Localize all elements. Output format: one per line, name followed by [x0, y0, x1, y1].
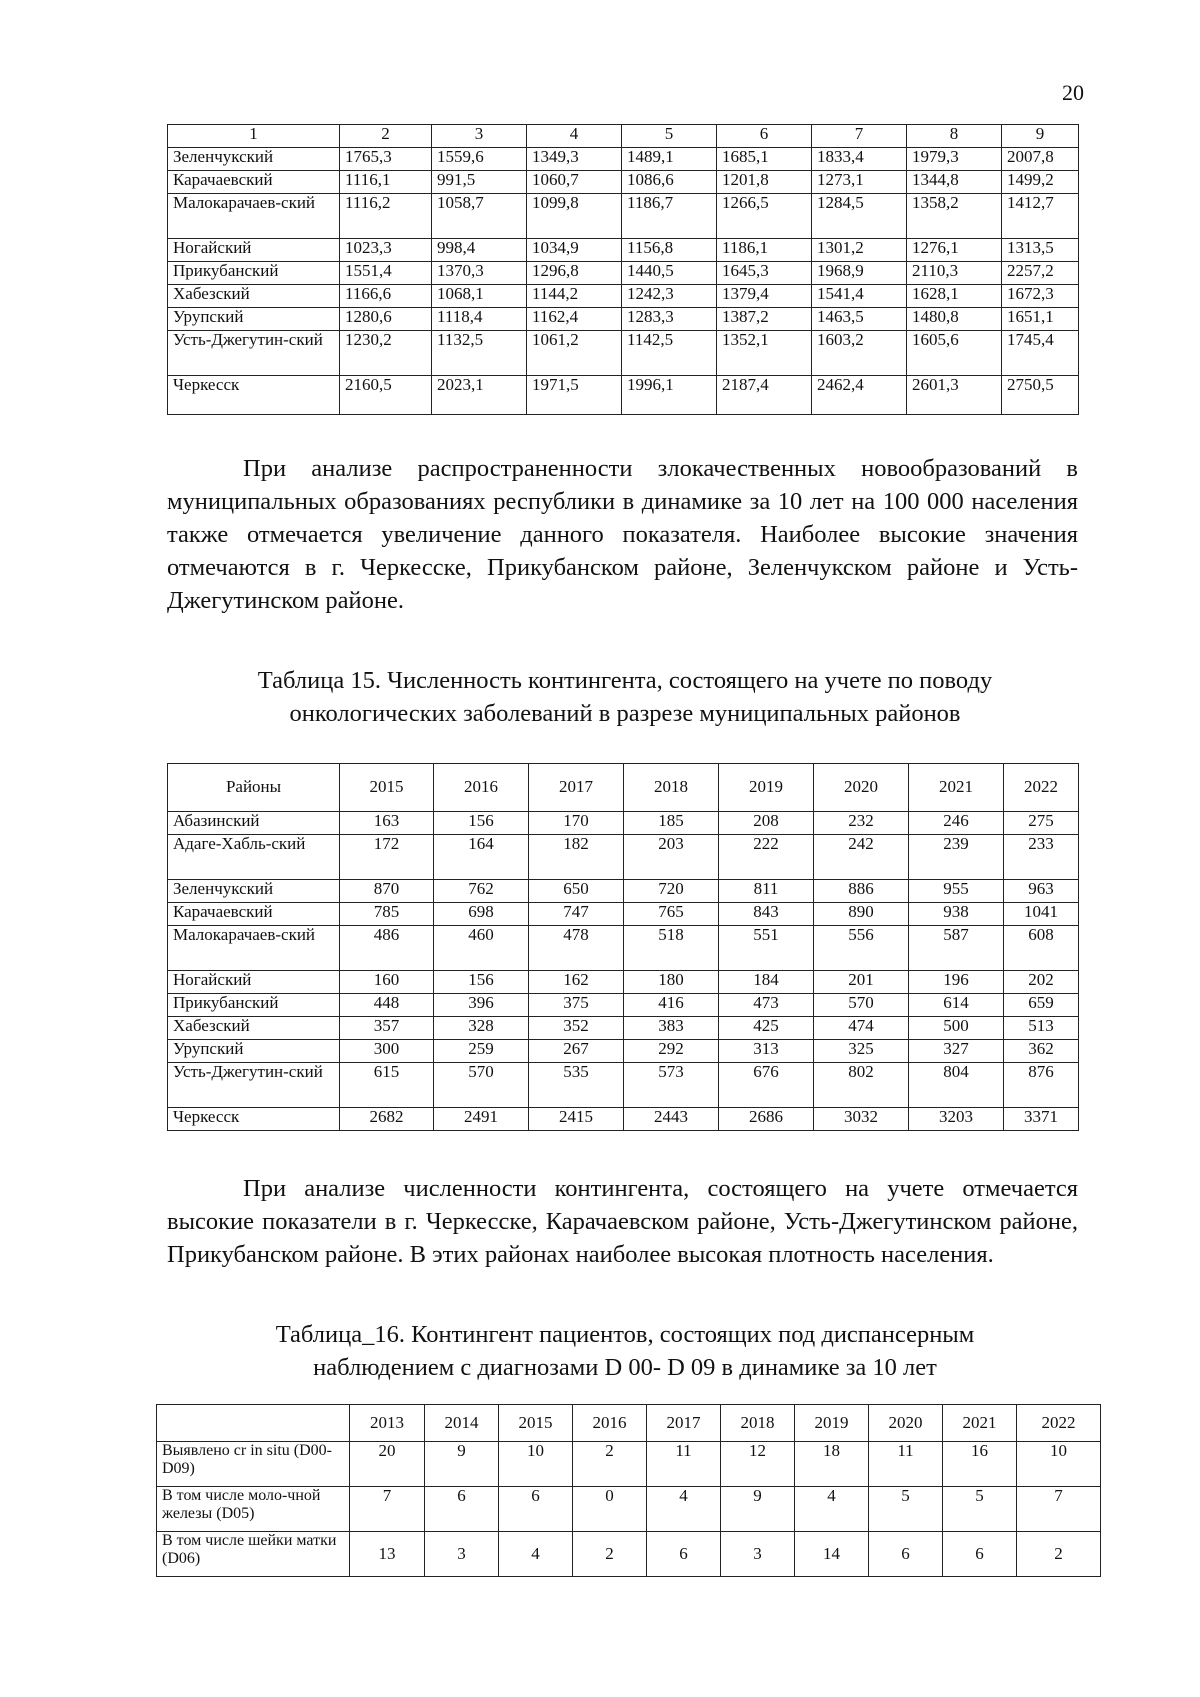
table-cell: 2462,4 [812, 376, 907, 415]
table-cell: 4 [499, 1532, 573, 1577]
table-cell: 163 [340, 812, 434, 835]
table16-caption-line2: наблюдением с диагнозами D 00- D 09 в динамике за 10 лет [313, 1354, 937, 1381]
table-cell: 765 [624, 903, 719, 926]
table-cell: 1023,3 [340, 239, 432, 262]
table-cell: 232 [814, 812, 909, 835]
table-cell: 300 [340, 1040, 434, 1063]
table-cell: 208 [719, 812, 814, 835]
table-cell: 4 [647, 1487, 721, 1532]
table-cell: 170 [529, 812, 624, 835]
table-cell: 1979,3 [907, 148, 1002, 171]
district-name: Хабезский [168, 1017, 340, 1040]
table-cell: 275 [1004, 812, 1079, 835]
table-cell: 6 [943, 1532, 1017, 1577]
table-header-row [168, 125, 1079, 148]
table-cell: 6 [869, 1532, 943, 1577]
column-header: 4 [527, 125, 622, 148]
table-header-row [168, 764, 1079, 812]
table-cell: 2187,4 [717, 376, 812, 415]
row-label: В том числе моло-чной железы (D05) [157, 1487, 350, 1532]
table-cell: 1242,3 [622, 285, 717, 308]
column-header: 2018 [721, 1405, 795, 1442]
district-name: Хабезский [168, 285, 340, 308]
table-cell: 1266,5 [717, 194, 812, 239]
table-cell: 2601,3 [907, 376, 1002, 415]
table-cell: 1162,4 [527, 308, 622, 331]
table-cell: 486 [340, 926, 434, 971]
table-cell: 1463,5 [812, 308, 907, 331]
table-cell: 551 [719, 926, 814, 971]
column-header: 7 [812, 125, 907, 148]
table-cell: 556 [814, 926, 909, 971]
table-cell: 1352,1 [717, 331, 812, 376]
table-cell: 292 [624, 1040, 719, 1063]
table-row [168, 1040, 1079, 1063]
table-cell: 890 [814, 903, 909, 926]
table-cell: 1651,1 [1002, 308, 1079, 331]
table-row [168, 971, 1079, 994]
table-cell: 1284,5 [812, 194, 907, 239]
district-name: Усть-Джегутин-ский [168, 1063, 340, 1108]
table-row [168, 308, 1079, 331]
table-cell: 7 [1017, 1487, 1101, 1532]
table-cell: 955 [909, 880, 1004, 903]
table-cell: 478 [529, 926, 624, 971]
table-cell: 4 [795, 1487, 869, 1532]
table-cell: 11 [647, 1442, 721, 1487]
table-cell: 2443 [624, 1108, 719, 1131]
table-row [168, 1017, 1079, 1040]
table-cell: 182 [529, 835, 624, 880]
paragraph-contingent-analysis: При анализе численности контингента, состоящего на учете отмечается высокие показатели в г. Черкесске, Карачаевском районе, Усть-Джегутинском районе, Прикубанском районе. В этих районах наиболее высокая плотность населения. [167, 1175, 1078, 1268]
table-cell: 2686 [719, 1108, 814, 1131]
district-name: Черкесск [168, 376, 340, 415]
table-cell: 473 [719, 994, 814, 1017]
table-cell: 20 [350, 1442, 425, 1487]
table-cell: 352 [529, 1017, 624, 1040]
table-cell: 3032 [814, 1108, 909, 1131]
table-cell: 1058,7 [432, 194, 527, 239]
table-row [168, 835, 1079, 880]
table-cell: 1116,2 [340, 194, 432, 239]
table-row [168, 285, 1079, 308]
table-row [157, 1487, 1101, 1532]
table-cell: 5 [943, 1487, 1017, 1532]
table-cell: 10 [499, 1442, 573, 1487]
column-header: 3 [432, 125, 527, 148]
district-name: Зеленчукский [168, 880, 340, 903]
column-header: 2016 [434, 764, 529, 812]
table-cell: 1060,7 [527, 171, 622, 194]
column-header [157, 1405, 350, 1442]
table-cell: 1765,3 [340, 148, 432, 171]
column-header: 6 [717, 125, 812, 148]
table-row [168, 812, 1079, 835]
table-cell: 1276,1 [907, 239, 1002, 262]
table-cell: 811 [719, 880, 814, 903]
column-header: 2015 [499, 1405, 573, 1442]
table-cell: 804 [909, 1063, 1004, 1108]
district-name: Карачаевский [168, 903, 340, 926]
table-cell: 570 [434, 1063, 529, 1108]
table-cell: 362 [1004, 1040, 1079, 1063]
column-header: 2019 [719, 764, 814, 812]
table-cell: 720 [624, 880, 719, 903]
table-cell: 991,5 [432, 171, 527, 194]
row-label: В том числе шейки матки (D06) [157, 1532, 350, 1577]
table-cell: 518 [624, 926, 719, 971]
table-cell: 1628,1 [907, 285, 1002, 308]
table-cell: 650 [529, 880, 624, 903]
table-cell: 802 [814, 1063, 909, 1108]
table-cell: 1603,2 [812, 331, 907, 376]
table-cell: 6 [647, 1532, 721, 1577]
table-cell: 3371 [1004, 1108, 1079, 1131]
column-header: 2013 [350, 1405, 425, 1442]
table-cell: 1440,5 [622, 262, 717, 285]
table-cell: 222 [719, 835, 814, 880]
table-cell: 1996,1 [622, 376, 717, 415]
table-cell: 698 [434, 903, 529, 926]
table-cell: 3 [425, 1532, 499, 1577]
table-cell: 164 [434, 835, 529, 880]
table-row [168, 376, 1079, 415]
table-row [168, 171, 1079, 194]
table-cell: 1480,8 [907, 308, 1002, 331]
table-cell: 172 [340, 835, 434, 880]
table-cell: 357 [340, 1017, 434, 1040]
table-cell: 1645,3 [717, 262, 812, 285]
table-row [157, 1532, 1101, 1577]
table-cell: 886 [814, 880, 909, 903]
table15-caption-line2: онкологических заболеваний в разрезе муниципальных районов [289, 700, 961, 727]
table-cell: 573 [624, 1063, 719, 1108]
table-cell: 1116,1 [340, 171, 432, 194]
table-cell: 1068,1 [432, 285, 527, 308]
table-cell: 1273,1 [812, 171, 907, 194]
table-cell: 233 [1004, 835, 1079, 880]
column-header: 2020 [814, 764, 909, 812]
column-header: 8 [907, 125, 1002, 148]
table-cell: 10 [1017, 1442, 1101, 1487]
table-cell: 587 [909, 926, 1004, 971]
table-cell: 2682 [340, 1108, 434, 1131]
table16-caption-line1: Таблица_16. Контингент пациентов, состоящих под диспансерным [275, 1321, 975, 1348]
table-row [168, 239, 1079, 262]
table-cell: 1041 [1004, 903, 1079, 926]
table-cell: 2257,2 [1002, 262, 1079, 285]
table-cell: 201 [814, 971, 909, 994]
table-cell: 375 [529, 994, 624, 1017]
table-row [168, 331, 1079, 376]
column-header: 2022 [1017, 1405, 1101, 1442]
table-cell: 1118,4 [432, 308, 527, 331]
table-cell: 1280,6 [340, 308, 432, 331]
table-cell: 239 [909, 835, 1004, 880]
table-cell: 1551,4 [340, 262, 432, 285]
table-cell: 12 [721, 1442, 795, 1487]
district-incidence-table-continued [167, 124, 1079, 415]
table-cell: 1387,2 [717, 308, 812, 331]
table-cell: 2023,1 [432, 376, 527, 415]
table-cell: 938 [909, 903, 1004, 926]
table-cell: 242 [814, 835, 909, 880]
table16-dispensary-d00-d09 [156, 1404, 1101, 1577]
district-name: Урупский [168, 1040, 340, 1063]
table-cell: 396 [434, 994, 529, 1017]
table-cell: 963 [1004, 880, 1079, 903]
district-name: Прикубанский [168, 994, 340, 1017]
table-cell: 1099,8 [527, 194, 622, 239]
table-cell: 747 [529, 903, 624, 926]
table-row [168, 994, 1079, 1017]
table-cell: 500 [909, 1017, 1004, 1040]
table-cell: 1370,3 [432, 262, 527, 285]
table-cell: 1971,5 [527, 376, 622, 415]
table-cell: 0 [573, 1487, 647, 1532]
table-cell: 535 [529, 1063, 624, 1108]
table-row [168, 262, 1079, 285]
table-cell: 160 [340, 971, 434, 994]
column-header: 2019 [795, 1405, 869, 1442]
table-cell: 202 [1004, 971, 1079, 994]
table-cell: 7 [350, 1487, 425, 1532]
table-cell: 416 [624, 994, 719, 1017]
table-cell: 2007,8 [1002, 148, 1079, 171]
table-cell: 2 [573, 1532, 647, 1577]
table-row [157, 1442, 1101, 1487]
table-cell: 9 [721, 1487, 795, 1532]
table-row [168, 926, 1079, 971]
table-row [168, 1108, 1079, 1131]
table-cell: 1672,3 [1002, 285, 1079, 308]
table-cell: 614 [909, 994, 1004, 1017]
table-cell: 1412,7 [1002, 194, 1079, 239]
table-row [168, 903, 1079, 926]
table-cell: 2 [1017, 1532, 1101, 1577]
table-cell: 998,4 [432, 239, 527, 262]
column-header: 2022 [1004, 764, 1079, 812]
column-header: 2014 [425, 1405, 499, 1442]
table-cell: 1296,8 [527, 262, 622, 285]
table-cell: 1186,7 [622, 194, 717, 239]
table-cell: 9 [425, 1442, 499, 1487]
page-number: 20 [1062, 80, 1084, 105]
table-cell: 3203 [909, 1108, 1004, 1131]
table-cell: 259 [434, 1040, 529, 1063]
district-name: Малокарачаев-ский [168, 926, 340, 971]
table-cell: 18 [795, 1442, 869, 1487]
table-cell: 196 [909, 971, 1004, 994]
table-cell: 1559,6 [432, 148, 527, 171]
table-cell: 1499,2 [1002, 171, 1079, 194]
table-cell: 843 [719, 903, 814, 926]
district-name: Карачаевский [168, 171, 340, 194]
column-header: 2020 [869, 1405, 943, 1442]
table-cell: 11 [869, 1442, 943, 1487]
district-name: Адаге-Хабль-ский [168, 835, 340, 880]
table15-contingent-by-district [167, 763, 1079, 1131]
table-cell: 2110,3 [907, 262, 1002, 285]
table15-caption-line1: Таблица 15. Численность контингента, состоящего на учете по поводу [257, 667, 993, 694]
table-cell: 474 [814, 1017, 909, 1040]
table-cell: 425 [719, 1017, 814, 1040]
table-cell: 1142,5 [622, 331, 717, 376]
table-cell: 2750,5 [1002, 376, 1079, 415]
table-cell: 570 [814, 994, 909, 1017]
column-header: 2021 [909, 764, 1004, 812]
table-cell: 1344,8 [907, 171, 1002, 194]
table-cell: 1968,9 [812, 262, 907, 285]
table-cell: 156 [434, 971, 529, 994]
table-cell: 676 [719, 1063, 814, 1108]
table-cell: 513 [1004, 1017, 1079, 1040]
table-cell: 1283,3 [622, 308, 717, 331]
table-cell: 383 [624, 1017, 719, 1040]
table-cell: 6 [425, 1487, 499, 1532]
table-cell: 1301,2 [812, 239, 907, 262]
table16-caption [150, 1318, 1100, 1384]
table-cell: 870 [340, 880, 434, 903]
table-cell: 267 [529, 1040, 624, 1063]
table-cell: 1379,4 [717, 285, 812, 308]
table-cell: 2491 [434, 1108, 529, 1131]
paragraph-prevalence-analysis: При анализе распространенности злокачественных новообразований в муниципальных образованиях республики в динамике за 10 лет на 100 000 населения также отмечается увеличение данного показателя. Наиболее высокие значения отмечаются в г. Черкесске, Прикубанском районе, Зеленчукском районе и Усть-Джегутинском районе. [167, 455, 1078, 614]
column-header: 9 [1002, 125, 1079, 148]
table-cell: 16 [943, 1442, 1017, 1487]
district-name: Усть-Джегутин-ский [168, 331, 340, 376]
table-cell: 184 [719, 971, 814, 994]
column-header: 2016 [573, 1405, 647, 1442]
table-cell: 3 [721, 1532, 795, 1577]
column-header: 2017 [529, 764, 624, 812]
column-header: 2018 [624, 764, 719, 812]
table-cell: 1230,2 [340, 331, 432, 376]
table-cell: 2160,5 [340, 376, 432, 415]
column-header: 2015 [340, 764, 434, 812]
table-cell: 246 [909, 812, 1004, 835]
table-cell: 2415 [529, 1108, 624, 1131]
table-cell: 460 [434, 926, 529, 971]
table-cell: 1605,6 [907, 331, 1002, 376]
district-name: Ногайский [168, 971, 340, 994]
table-cell: 1313,5 [1002, 239, 1079, 262]
table-cell: 785 [340, 903, 434, 926]
column-header: 1 [168, 125, 340, 148]
table-cell: 203 [624, 835, 719, 880]
table-cell: 327 [909, 1040, 1004, 1063]
table-cell: 1541,4 [812, 285, 907, 308]
table-cell: 448 [340, 994, 434, 1017]
table-cell: 1166,6 [340, 285, 432, 308]
column-header: 2021 [943, 1405, 1017, 1442]
table-cell: 1685,1 [717, 148, 812, 171]
table-cell: 762 [434, 880, 529, 903]
table-cell: 325 [814, 1040, 909, 1063]
column-header: Районы [168, 764, 340, 812]
column-header: 2017 [647, 1405, 721, 1442]
table-cell: 1156,8 [622, 239, 717, 262]
column-header: 2 [340, 125, 432, 148]
table-cell: 876 [1004, 1063, 1079, 1108]
table-cell: 5 [869, 1487, 943, 1532]
table-cell: 156 [434, 812, 529, 835]
district-name: Прикубанский [168, 262, 340, 285]
table-cell: 185 [624, 812, 719, 835]
table-cell: 1144,2 [527, 285, 622, 308]
table-cell: 1833,4 [812, 148, 907, 171]
table-row [168, 194, 1079, 239]
table-cell: 615 [340, 1063, 434, 1108]
table-cell: 1358,2 [907, 194, 1002, 239]
table-cell: 1489,1 [622, 148, 717, 171]
table-header-row [157, 1405, 1101, 1442]
table-row [168, 1063, 1079, 1108]
table-cell: 6 [499, 1487, 573, 1532]
table-cell: 2 [573, 1442, 647, 1487]
table-row [168, 880, 1079, 903]
district-name: Урупский [168, 308, 340, 331]
table-cell: 313 [719, 1040, 814, 1063]
table-cell: 608 [1004, 926, 1079, 971]
table-cell: 659 [1004, 994, 1079, 1017]
table-cell: 162 [529, 971, 624, 994]
table-cell: 1061,2 [527, 331, 622, 376]
district-name: Малокарачаев-ский [168, 194, 340, 239]
district-name: Абазинский [168, 812, 340, 835]
table-cell: 1132,5 [432, 331, 527, 376]
table-cell: 328 [434, 1017, 529, 1040]
table-cell: 1086,6 [622, 171, 717, 194]
table15-caption [150, 664, 1100, 730]
table-cell: 1034,9 [527, 239, 622, 262]
table-cell: 1186,1 [717, 239, 812, 262]
row-label: Выявлено cr in situ (D00-D09) [157, 1442, 350, 1487]
district-name: Ногайский [168, 239, 340, 262]
column-header: 5 [622, 125, 717, 148]
table-cell: 13 [350, 1532, 425, 1577]
table-cell: 1349,3 [527, 148, 622, 171]
table-cell: 1745,4 [1002, 331, 1079, 376]
table-cell: 1201,8 [717, 171, 812, 194]
district-name: Зеленчукский [168, 148, 340, 171]
district-name: Черкесск [168, 1108, 340, 1131]
table-row [168, 148, 1079, 171]
table-cell: 14 [795, 1532, 869, 1577]
table-cell: 180 [624, 971, 719, 994]
